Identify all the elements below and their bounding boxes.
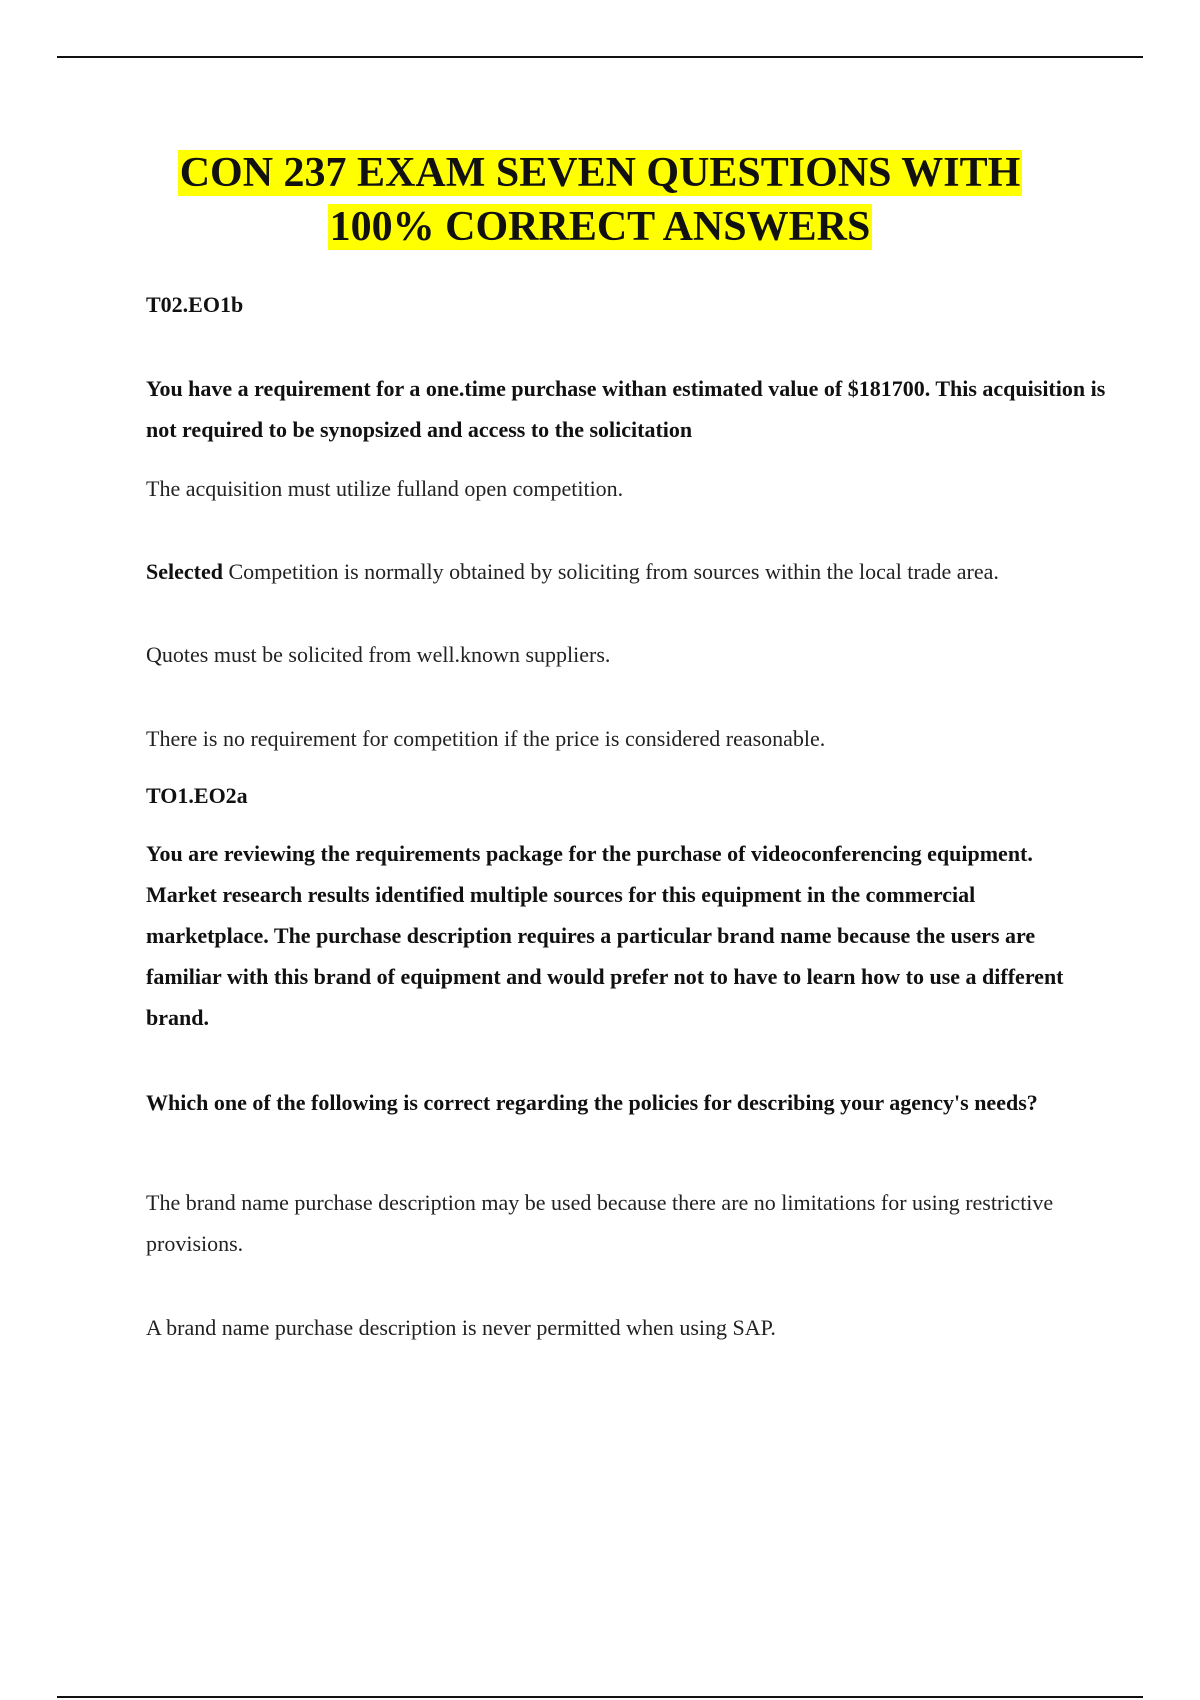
document-title (60, 146, 1140, 254)
question-2-option-1: The brand name purchase description may be used because there are no limitations for using restrictive provisions. (146, 1190, 1054, 1256)
selected-label: Selected (146, 559, 223, 584)
question-2-text: You are reviewing the requirements package for the purchase of videoconferencing equipment. Market research results identified multiple sources for this equipment in the commercial marketplace. The purchase description requires a particular brand name because the users are familiar with this brand of equipment and would prefer not to have to learn how to use a different brand. (146, 841, 1064, 1030)
question-1-option-3: Quotes must be solicited from well.known suppliers. (146, 642, 611, 667)
title-line-2: 100% CORRECT ANSWERS (329, 204, 871, 250)
question-1-option-2-text: Competition is normally obtained by soliciting from sources within the local trade area. (228, 559, 999, 584)
title-line-1: CON 237 EXAM SEVEN QUESTIONS WITH (179, 150, 1021, 196)
question-1-code: T02.EO1b (146, 292, 244, 317)
question-1-option-4: There is no requirement for competition if the price is considered reasonable. (146, 726, 826, 751)
question-1-option-1: The acquisition must utilize fulland open competition. (146, 476, 624, 501)
question-2-prompt: Which one of the following is correct regarding the policies for describing your agency's needs? (146, 1090, 1038, 1115)
question-2-option-2: A brand name purchase description is never permitted when using SAP. (146, 1315, 776, 1340)
question-1-text: You have a requirement for a one.time purchase withan estimated value of $181700. This acquisition is not required to be synopsized and access to the solicitation (146, 376, 1106, 442)
question-1-option-2 (146, 551, 1146, 592)
header-rule (57, 56, 1143, 58)
question-2-code: TO1.EO2a (146, 783, 248, 808)
footer-rule (57, 1696, 1143, 1698)
